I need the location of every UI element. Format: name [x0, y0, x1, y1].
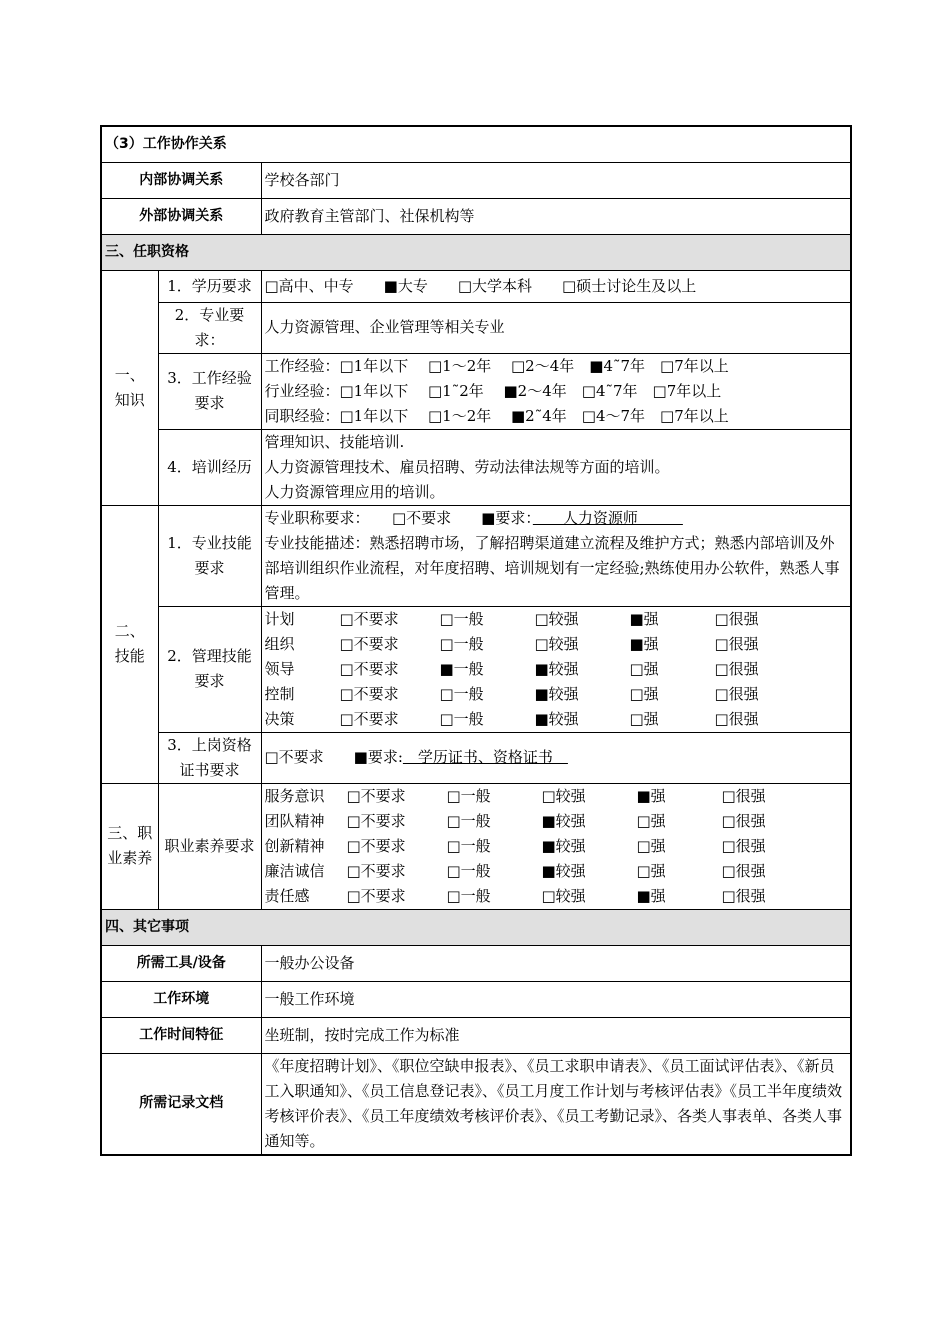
rating-item-label: 廉洁诚信	[264, 861, 325, 880]
exp-label: 3．工作经验要求	[158, 353, 261, 429]
job-spec-table	[100, 125, 852, 1156]
rating-item-label: 计划	[264, 609, 295, 628]
rating-option: ■强	[629, 634, 659, 653]
exp-row	[101, 353, 851, 429]
env-row	[101, 981, 851, 1017]
rating-item-label: 服务意识	[264, 786, 325, 805]
rating-option: □较强	[534, 634, 579, 653]
knowledge-label: 一、 知识	[101, 270, 158, 505]
env-label: 工作环境	[101, 981, 261, 1017]
rating-option: □较强	[541, 786, 586, 805]
rating-option: ■强	[636, 886, 666, 905]
major-label: 2．专业要求：	[158, 302, 261, 353]
external-value: 政府教育主管部门、社保机构等	[261, 198, 851, 234]
rating-option: □强	[636, 836, 666, 855]
rating-row	[265, 834, 848, 859]
train-row	[101, 429, 851, 505]
exp-line: 行业经验：□1年以下 □1˜2年 ■2～4年 □4˜7年 □7年以上	[264, 381, 722, 400]
cert-row	[101, 732, 851, 783]
pro-skill-label: 1．专业技能要求	[158, 505, 261, 606]
train-line: 管理知识、技能培训.	[264, 432, 405, 451]
rating-option: □很强	[721, 811, 766, 830]
rating-item-label: 组织	[264, 634, 295, 653]
rating-option: □强	[629, 709, 659, 728]
cert-value: 学历证书、资格证书	[402, 748, 568, 766]
mgmt-skill-label: 2．管理技能要求	[158, 606, 261, 732]
rating-option: □一般	[446, 786, 491, 805]
rating-option: □一般	[446, 861, 491, 880]
rating-option: □不要求	[346, 836, 406, 855]
other-header: 四、其它事项	[101, 909, 851, 945]
rating-row	[265, 784, 848, 809]
cert-label: 3．上岗资格证书要求	[158, 732, 261, 783]
rating-option: □一般	[439, 684, 484, 703]
rating-option: ■强	[636, 786, 666, 805]
time-label: 工作时间特征	[101, 1017, 261, 1053]
rating-item-label: 创新精神	[264, 836, 325, 855]
mgmt-skill-grid	[261, 606, 851, 732]
cert-cell	[261, 732, 851, 783]
time-row	[101, 1017, 851, 1053]
rating-option: □很强	[714, 684, 759, 703]
pro-desc: 专业技能描述：熟悉招聘市场，了解招聘渠道建立流程及维护方式；熟悉内部培训及外部培训组织作业流程，对年度招聘、培训规划有一定经验;熟练使用办公软件，熟悉人事管理。	[264, 533, 840, 602]
internal-row	[101, 162, 851, 198]
docs-value: 《年度招聘计划》、《职位空缺申报表》、《员工求职申请表》、《员工面试评估表》、《新员工入职通知》、《员工信息登记表》、《员工月度工作计划与考核评估表》《员工半年度绩效考核评价表》、《员工年度绩效考核评价表》、《员工考勤记录》、各类人事表单、各类人事通知等。	[261, 1053, 851, 1155]
rating-row	[265, 809, 848, 834]
rating-option: ■较强	[534, 684, 579, 703]
tools-value: 一般办公设备	[261, 945, 851, 981]
rating-option: ■较强	[541, 811, 586, 830]
rating-row	[265, 657, 848, 682]
rating-option: □一般	[446, 811, 491, 830]
rating-option: □很强	[714, 709, 759, 728]
rating-option: □不要求	[339, 609, 399, 628]
rating-option: □不要求	[339, 659, 399, 678]
rating-row	[265, 707, 848, 732]
rating-row	[265, 682, 848, 707]
rating-option: □很强	[714, 609, 759, 628]
rating-option: ■强	[629, 609, 659, 628]
rating-option: □很强	[714, 659, 759, 678]
edu-row	[101, 270, 851, 302]
rating-item-label: 决策	[264, 709, 295, 728]
rating-option: ■较强	[534, 659, 579, 678]
rating-row	[265, 859, 848, 884]
train-label: 4．培训经历	[158, 429, 261, 505]
quality-row	[101, 783, 851, 909]
rating-option: □一般	[439, 634, 484, 653]
qual-header-row	[101, 234, 851, 270]
pro-title-value: 人力资源师	[532, 508, 683, 527]
rating-option: □强	[629, 684, 659, 703]
rating-option: □一般	[446, 836, 491, 855]
rating-option: □强	[636, 861, 666, 880]
rating-option: □一般	[439, 709, 484, 728]
rating-option: ■较强	[541, 836, 586, 855]
external-label: 外部协调关系	[101, 198, 261, 234]
internal-value: 学校各部门	[261, 162, 851, 198]
pro-skill-cell	[261, 505, 851, 606]
external-row	[101, 198, 851, 234]
rating-option: □很强	[714, 634, 759, 653]
rating-option: ■较强	[541, 861, 586, 880]
rating-option: □较强	[541, 886, 586, 905]
rating-option: □不要求	[339, 709, 399, 728]
edu-label: 1．学历要求	[158, 270, 261, 302]
rating-option: □很强	[721, 786, 766, 805]
major-row	[101, 302, 851, 353]
rating-option: ■一般	[439, 659, 484, 678]
skills-label: 二、 技能	[101, 505, 158, 783]
rating-option: □很强	[721, 886, 766, 905]
rating-item-label: 团队精神	[264, 811, 325, 830]
rating-row	[265, 632, 848, 657]
cert-text: □不要求 ■要求:	[264, 748, 403, 766]
docs-label: 所需记录文档	[101, 1053, 261, 1155]
rating-option: □不要求	[346, 886, 406, 905]
collab-header-row	[101, 126, 851, 162]
rating-item-label: 领导	[264, 659, 295, 678]
time-value: 坐班制，按时完成工作为标准	[261, 1017, 851, 1053]
mgmt-skill-row	[101, 606, 851, 732]
exp-line: 同职经验：□1年以下 □1～2年 ■2˜4年 □4～7年 □7年以上	[264, 406, 729, 425]
rating-option: □不要求	[339, 634, 399, 653]
internal-label: 内部协调关系	[101, 162, 261, 198]
pro-title-line	[265, 506, 848, 531]
train-cell	[261, 429, 851, 505]
rating-option: □强	[636, 811, 666, 830]
other-header-row	[101, 909, 851, 945]
rating-item-label: 控制	[264, 684, 295, 703]
train-line: 人力资源管理技术、雇员招聘、劳动法律法规等方面的培训。	[264, 457, 670, 476]
pro-title-text: 专业职称要求： □不要求 ■要求：	[264, 508, 533, 527]
rating-row	[265, 884, 848, 909]
train-line: 人力资源管理应用的培训。	[264, 482, 445, 501]
env-value: 一般工作环境	[261, 981, 851, 1017]
quality-label: 三、职业素养	[101, 783, 158, 909]
quality-grid	[261, 783, 851, 909]
quality-sub-label: 职业素养要求	[158, 783, 261, 909]
rating-option: □较强	[534, 609, 579, 628]
docs-row	[101, 1053, 851, 1155]
major-value: 人力资源管理、企业管理等相关专业	[261, 302, 851, 353]
rating-item-label: 责任感	[264, 886, 310, 905]
tools-label: 所需工具/设备	[101, 945, 261, 981]
collab-header: （3）工作协作关系	[101, 126, 851, 162]
qual-header: 三、任职资格	[101, 234, 851, 270]
rating-option: □不要求	[339, 684, 399, 703]
rating-option: □很强	[721, 836, 766, 855]
rating-option: □不要求	[346, 861, 406, 880]
rating-option: □一般	[446, 886, 491, 905]
rating-option: ■较强	[534, 709, 579, 728]
rating-row	[265, 607, 848, 632]
exp-line: 工作经验：□1年以下 □1～2年 □2～4年 ■4˜7年 □7年以上	[264, 356, 729, 375]
edu-value: □高中、中专 ■大专 □大学本科 □硕士讨论生及以上	[261, 270, 851, 302]
rating-option: □很强	[721, 861, 766, 880]
pro-skill-row	[101, 505, 851, 606]
tools-row	[101, 945, 851, 981]
rating-option: □一般	[439, 609, 484, 628]
exp-cell	[261, 353, 851, 429]
rating-option: □强	[629, 659, 659, 678]
rating-option: □不要求	[346, 786, 406, 805]
rating-option: □不要求	[346, 811, 406, 830]
